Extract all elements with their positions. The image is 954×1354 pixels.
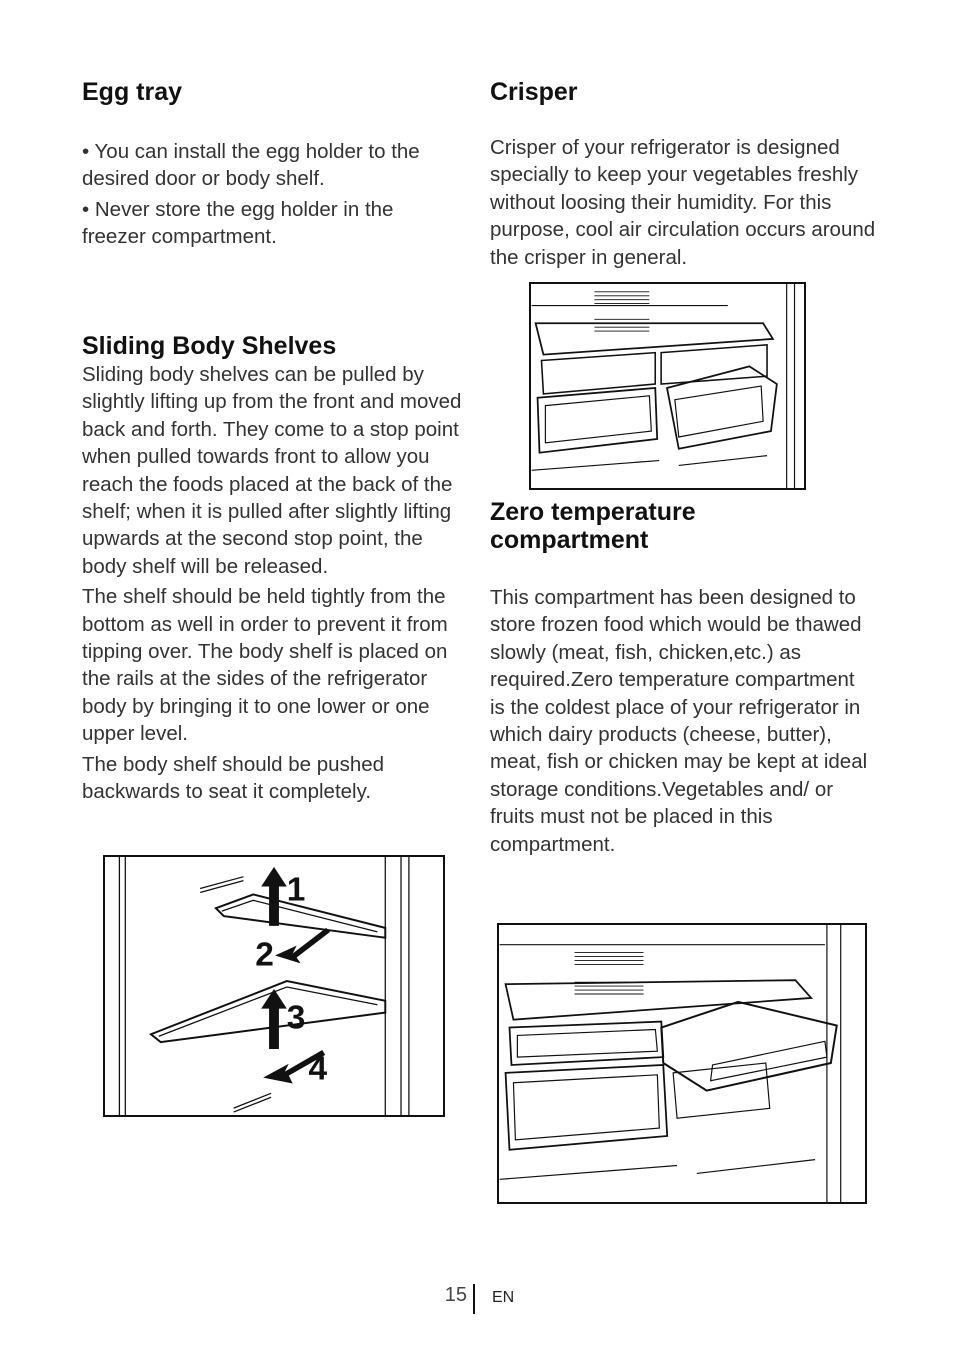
crisper-section <box>490 78 880 271</box>
zero-temp-figure <box>497 923 867 1204</box>
page-number: 15 <box>444 1284 467 1306</box>
step-label-2: 2 <box>255 936 274 974</box>
footer-divider <box>473 1284 475 1314</box>
zero-temp-text: This compartment has been designed to store frozen food which would be thawed slowly (meat, fish, chicken,etc.) as required.Zero temperature compartment is the coldest place of your refrigerator in which dairy products (cheese, butter), meat, fish or chicken may be kept at ideal storage conditions.Vegetables and/ or fruits must not be placed in this compartment. <box>490 586 868 856</box>
step-label-1: 1 <box>286 871 306 909</box>
shelf-removal-figure <box>103 855 445 1117</box>
egg-tray-bullet-2: • Never store the egg holder in the freezer compartment. <box>82 197 394 249</box>
crisper-heading: Crisper <box>490 78 578 106</box>
egg-tray-section <box>82 78 462 251</box>
crisper-text: Crisper of your refrigerator is designed specially to keep your vegetables freshly without loosing their humidity. For this purpose, cool air circulation occurs around the crisper in general. <box>490 136 876 269</box>
zero-temp-section <box>490 498 880 858</box>
crisper-figure <box>529 282 806 490</box>
zero-temp-heading-line-1: Zero temperature <box>490 498 696 526</box>
step-label-3: 3 <box>286 999 306 1037</box>
egg-tray-heading: Egg tray <box>82 78 183 106</box>
sliding-shelves-para-1: Sliding body shelves can be pulled by slightly lifting up from the front and moved back and forth. They come to a stop point when pulled towards front to allow you reach the foods placed at the back of the shelf; when it is pulled after slightly lifting upwards at the second stop point, the body shelf will be released. <box>82 363 462 578</box>
zero-compartment-illustration-icon <box>499 925 865 1202</box>
egg-tray-bullet-1: • You can install the egg holder to the desired door or body shelf. <box>82 140 420 191</box>
sliding-shelves-para-3: The body shelf should be pushed backwards to seat it completely. <box>82 752 385 804</box>
zero-temp-heading-line-2: compartment <box>490 526 649 554</box>
crisper-illustration-icon <box>531 284 804 488</box>
language-code: EN <box>492 1289 515 1306</box>
shelf-removal-diagram-icon <box>105 857 443 1115</box>
sliding-shelves-para-2: The shelf should be held tightly from the bottom as well in order to prevent it from tipping over. The body shelf is placed on the rails at the sides of the refrigerator body by bringing it to one lower or one upper level. <box>82 585 448 746</box>
step-label-4: 4 <box>308 1050 328 1088</box>
zero-temp-heading <box>490 498 880 554</box>
sliding-shelves-section <box>82 332 462 806</box>
sliding-shelves-heading: Sliding Body Shelves <box>82 332 337 360</box>
page-footer <box>0 1284 954 1314</box>
